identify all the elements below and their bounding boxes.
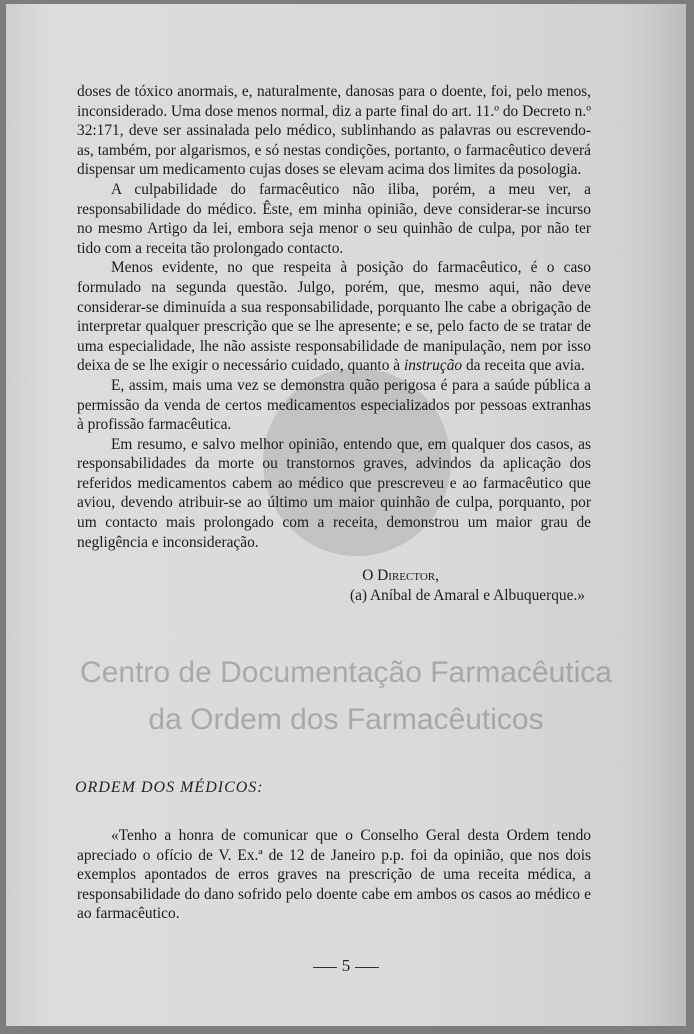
paragraph-3-italic: instrução [403,357,463,375]
paragraph-5: Em resumo, e salvo melhor opinião, entendo que, em qualquer dos casos, as responsabilidades da morte ou transtornos graves, advindos da aplicação dos referidos medicamentos cabem ao médico que prescreveu e ao farmacêutico que aviou, devendo atribuir-se ao último um maior quinhão de culpa, porquanto, por um contacto mais prolongado com a receita, demonstrou um maior grau de negligência e inconsideração. [77,435,591,551]
paragraph-3-end: da receita que avia. [462,357,585,375]
paragraph-3-text: Menos evidente, no que respeita à posição do farmacêutico, é o caso formulado na segunda questão. Julgo, porém, que, mesmo aqui, não deve considerar-se diminuída a sua responsabilidade, porquanto lhe cabe a obrigação de interpretar qualquer prescrição que se lhe apresente; e se, pelo facto de se tratar de uma especialidade, lhe não assiste responsabilidade de manipulação, nem por isso deixa de se lhe exigir o necessário cuidado, quanto à [77,259,591,375]
director-title: O Director, [362,567,439,585]
dash-left [313,967,337,968]
page-number [6,956,686,976]
section-text [77,826,591,924]
body-text [77,82,591,605]
watermark-line-2: da Ordem dos Farmacêuticos [148,703,544,736]
paragraph-4: E, assim, mais uma vez se demonstra quão perigosa é para a saúde pública a permissão da venda de certos medicamentos especializados por pessoas extranhas à profissão farmacêutica. [77,376,591,434]
paragraph-1: doses de tóxico anormais, e, naturalmente, danosas para o doente, foi, pelo menos, inconsiderado. Uma dose menos normal, diz a parte final do art. 11.º do Decreto n.º 32:171, deve ser assinalada pelo médico, sublinhando as palavras ou escrevendo-as, também, por algarismos, e só nestas condições, portanto, o farmacêutico deverá dispensar um medicamento cujas doses se elevam acima dos limites da posologia. [77,83,591,179]
paragraph-3 [77,258,591,376]
sign-off [77,566,591,605]
section-paragraph: «Tenho a honra de comunicar que o Conselho Geral desta Ordem tendo apreciado o ofício de V. Ex.ª de 12 de Janeiro p.p. foi da opinião, que nos dois exemplos apontados de erros graves na prescrição de uma receita médica, a responsabilidade do dano sofrido pelo doente cabe em ambos os casos ao médico e ao farmacêutico. [77,827,591,923]
paragraph-2: A culpabilidade do farmacêutico não iliba, porém, a meu ver, a responsabilidade do médico. Êste, em minha opinião, deve considerar-se incurso no mesmo Artigo da lei, embora seja menor o seu quinhão de culpa, por não ter tido com a receita tão prolongado contacto. [77,180,591,257]
section-heading: ORDEM DOS MÉDICOS: [75,779,264,796]
document-page [6,4,686,1026]
signature: (a) Aníbal de Amaral e Albuquerque.» [349,586,585,604]
page-number-value: 5 [341,956,351,975]
dash-right [355,967,379,968]
watermark-line-1: Centro de Documentação Farmacêutica [80,656,612,689]
